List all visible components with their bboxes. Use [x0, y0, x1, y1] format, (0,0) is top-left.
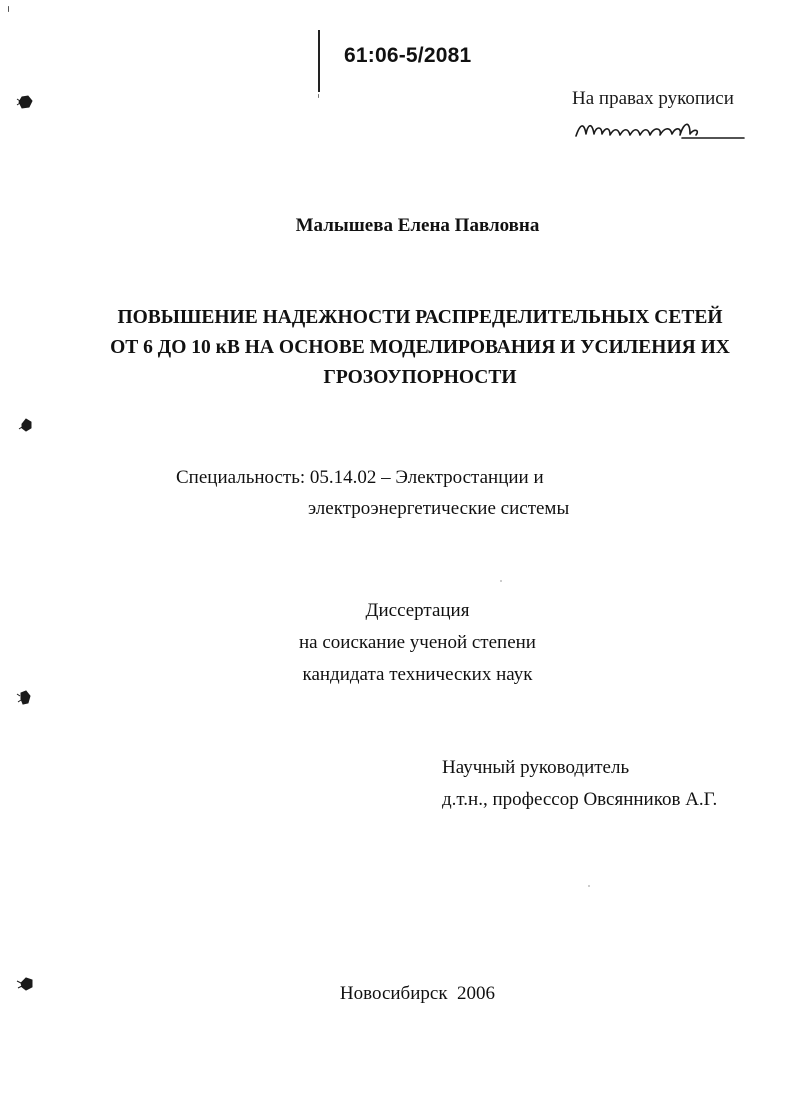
scan-speck	[500, 580, 502, 582]
title-line: ПОВЫШЕНИЕ НАДЕЖНОСТИ РАСПРЕДЕЛИТЕЛЬНЫХ СЕТЕЙ	[117, 307, 723, 328]
title-line: ГРОЗОУПОРНОСТИ	[323, 367, 517, 388]
supervisor-name: д.т.н., профессор Овсянников А.Г.	[442, 789, 718, 810]
scan-speck	[588, 885, 590, 887]
manuscript-rights-note: На правах рукописи	[572, 88, 734, 109]
supervisor-label: Научный руководитель	[442, 757, 630, 778]
degree-statement	[0, 595, 793, 691]
dissertation-title	[100, 303, 740, 393]
binder-hole-mark	[16, 975, 36, 993]
stamp-divider	[318, 30, 320, 92]
library-stamp-code: 61:06-5/2081	[344, 44, 472, 67]
specialty-line-2: электроэнергетические системы	[308, 498, 570, 519]
title-line: ОТ 6 ДО 10 кВ НА ОСНОВЕ МОДЕЛИРОВАНИЯ И УСИЛЕНИЯ ИХ	[110, 337, 730, 358]
scan-speck	[318, 94, 319, 98]
binder-hole-mark	[16, 688, 34, 708]
city-year: Новосибирск 2006	[339, 983, 496, 1004]
binder-hole-mark	[18, 416, 34, 434]
author-name: Малышева Елена Павловна	[295, 215, 540, 236]
binder-hole-mark	[16, 94, 34, 110]
degree-line: на соискание ученой степени	[299, 632, 536, 653]
specialty-line-1: Специальность: 05.14.02 – Электростанции и	[176, 467, 544, 488]
handwritten-signature	[572, 112, 747, 152]
degree-line: кандидата технических наук	[302, 664, 533, 685]
scan-speck	[8, 6, 9, 12]
degree-line: Диссертация	[365, 600, 470, 621]
